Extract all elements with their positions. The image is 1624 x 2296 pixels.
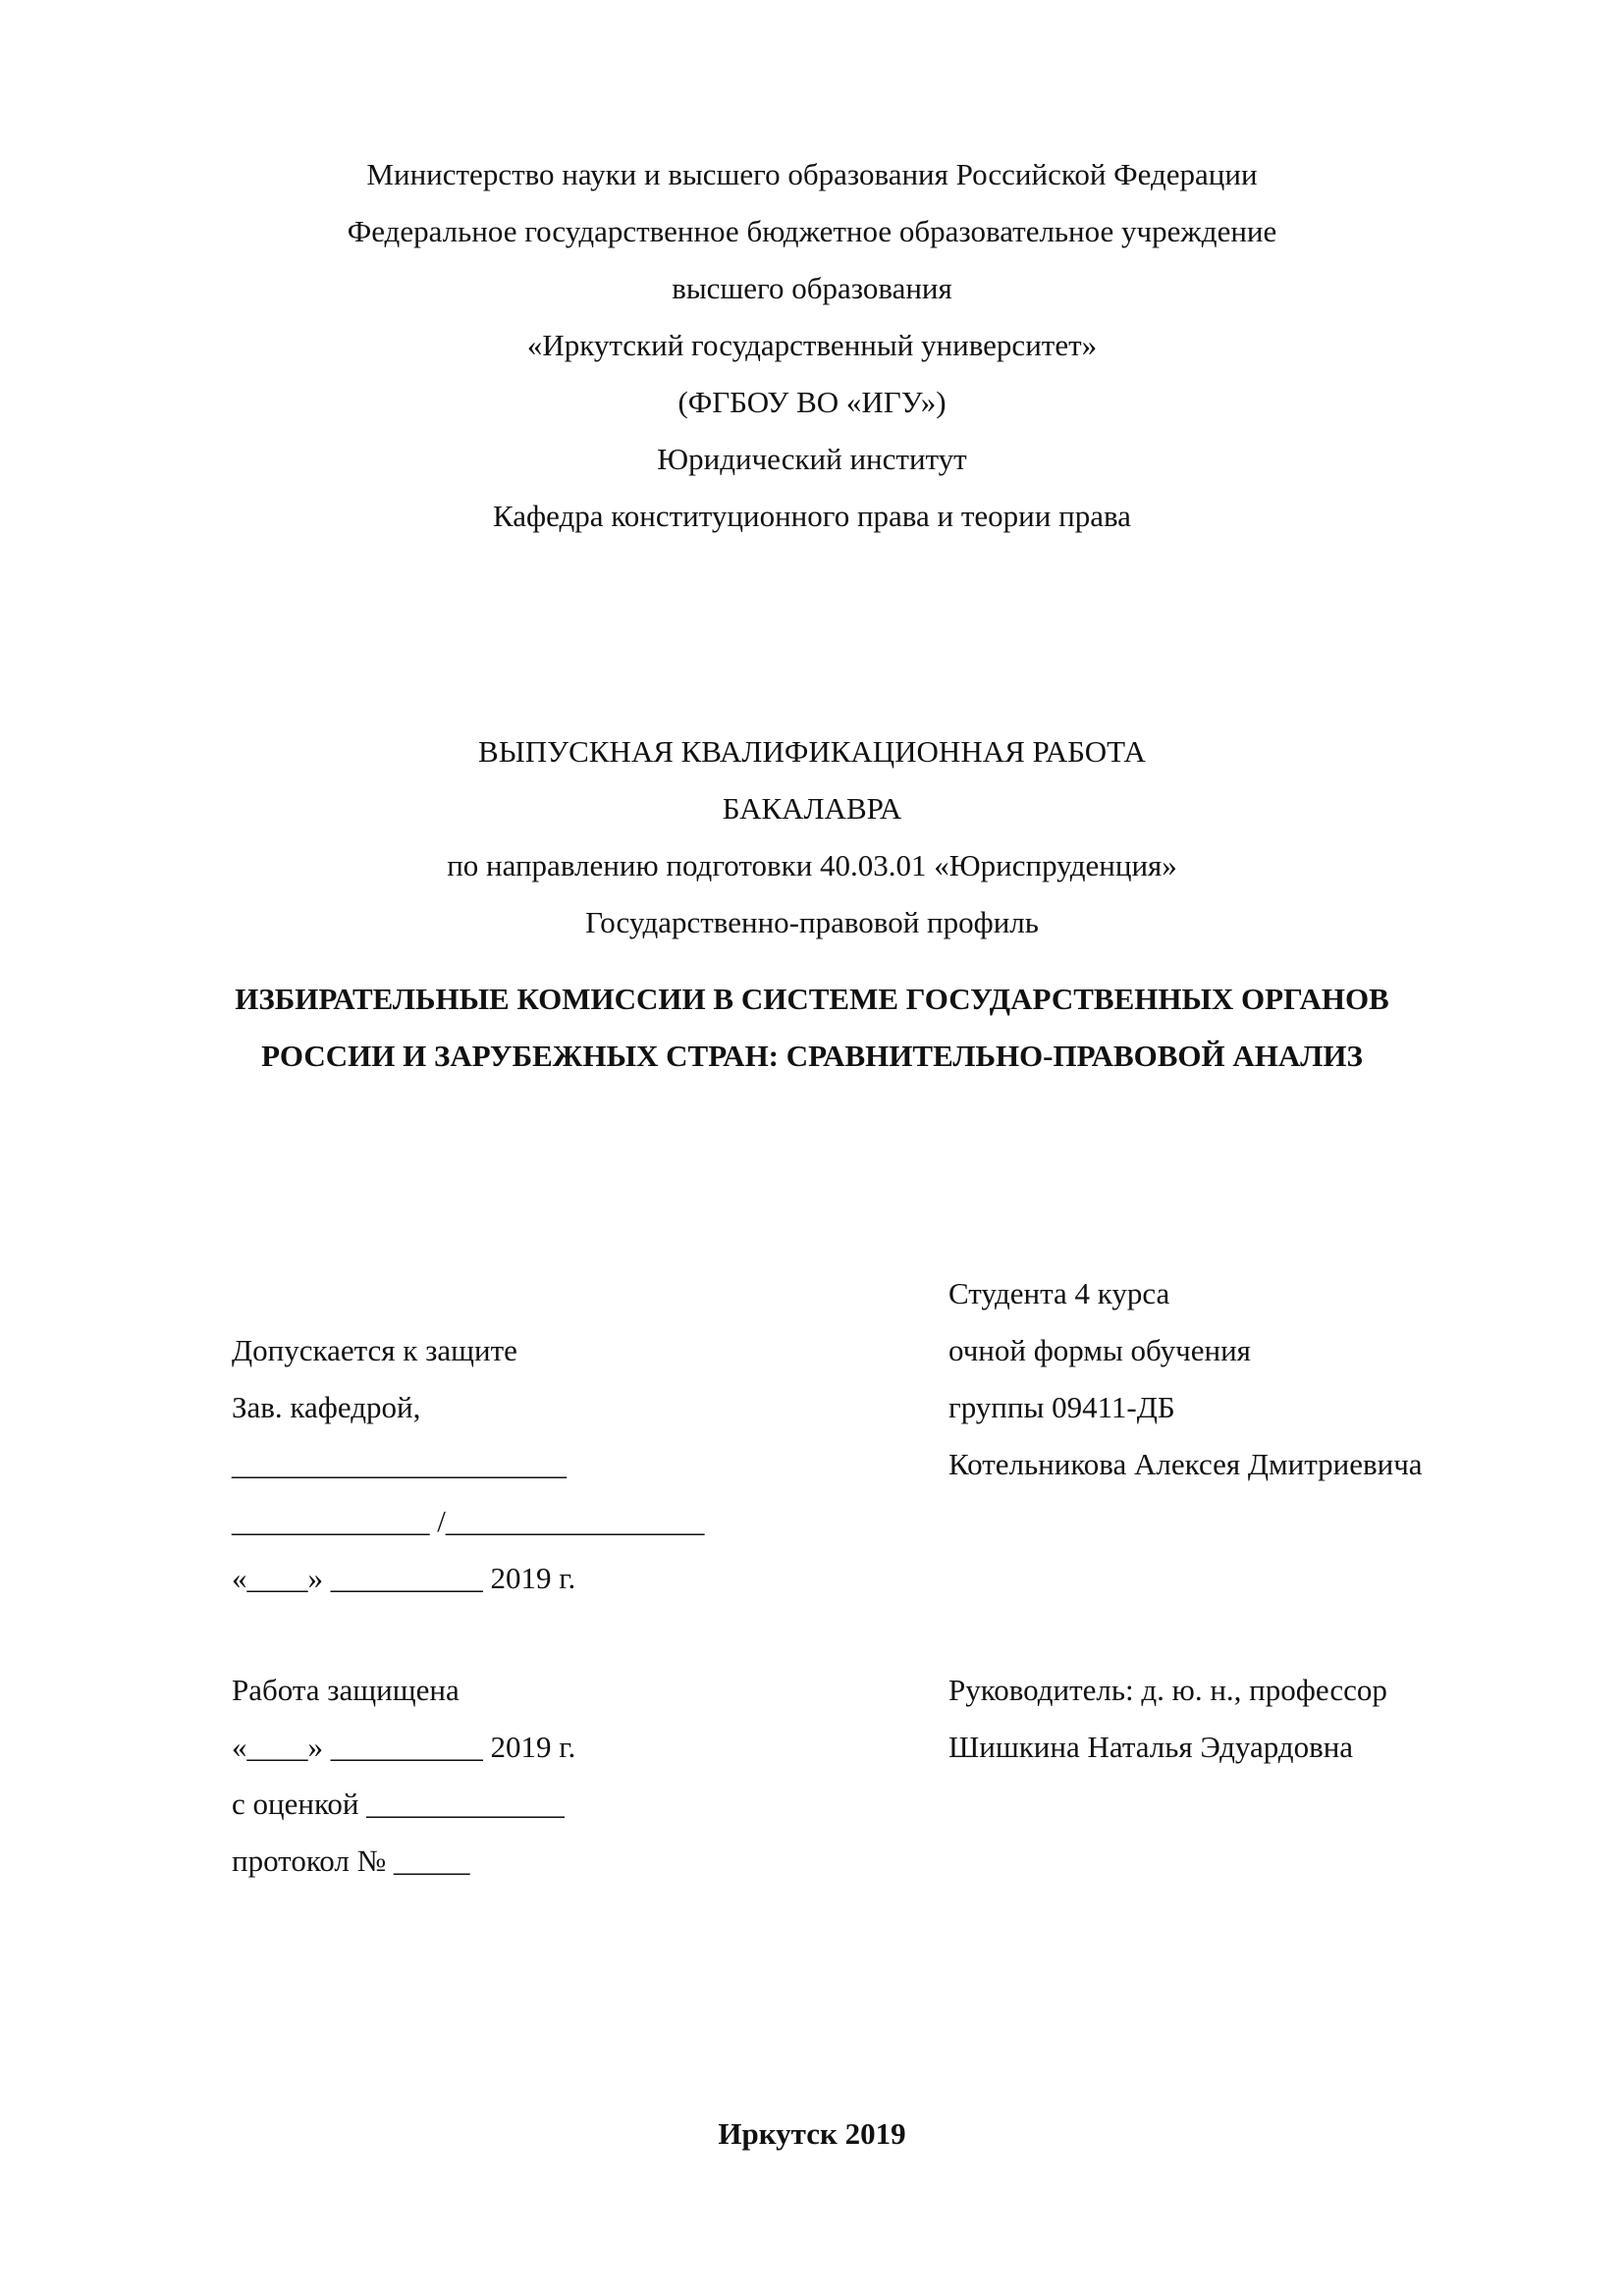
ministry-line: Министерство науки и высшего образования Российской Федерации	[366, 157, 1258, 191]
university-name-line: «Иркутский государственный университет»	[526, 328, 1098, 362]
institution-type-line: Федеральное государственное бюджетное образовательное учреждение	[347, 214, 1277, 248]
institute-line: Юридический институт	[657, 442, 967, 476]
city-year: Иркутск 2019	[718, 2116, 906, 2151]
student-study-form: очной формы обучения	[948, 1333, 1251, 1367]
thesis-title-line-2: РОССИИ И ЗАРУБЕЖНЫХ СТРАН: СРАВНИТЕЛЬНО-ПРАВОВОЙ АНАЛИЗ	[261, 1039, 1363, 1073]
student-course: Студента 4 курса	[948, 1276, 1170, 1310]
admission-label: Допускается к защите	[232, 1333, 517, 1367]
work-type-line-2: БАКАЛАВРА	[722, 791, 902, 826]
work-type-line-1: ВЫПУСКНАЯ КВАЛИФИКАЦИОННАЯ РАБОТА	[478, 734, 1146, 769]
protocol-line: протокол № _____	[232, 1843, 470, 1878]
direction-line: по направлению подготовки 40.03.01 «Юриспруденция»	[447, 848, 1177, 882]
admission-date-line: «____» __________ 2019 г.	[232, 1561, 576, 1595]
education-level-line: высшего образования	[672, 271, 952, 305]
thesis-title-line-1: ИЗБИРАТЕЛЬНЫЕ КОМИССИИ В СИСТЕМЕ ГОСУДАРСТВЕННЫХ ОРГАНОВ	[235, 982, 1389, 1016]
head-of-department-signature-line: ______________________	[232, 1447, 567, 1481]
profile-line: Государственно-правовой профиль	[585, 905, 1039, 939]
grade-line: с оценкой _____________	[232, 1787, 565, 1821]
defense-label: Работа защищена	[232, 1673, 460, 1707]
supervisor-name: Шишкина Наталья Эдуардовна	[948, 1730, 1354, 1764]
student-name: Котельникова Алексея Дмитриевича	[948, 1447, 1423, 1481]
university-abbrev-line: (ФГБОУ ВО «ИГУ»)	[677, 385, 947, 419]
signature-name-line: _____________ /_________________	[232, 1504, 705, 1538]
department-line: Кафедра конституционного права и теории права	[493, 499, 1131, 533]
student-group: группы 09411-ДБ	[948, 1390, 1175, 1424]
supervisor-title: Руководитель: д. ю. н., профессор	[948, 1673, 1387, 1707]
defense-date-line: «____» __________ 2019 г.	[232, 1730, 576, 1764]
head-of-department-label: Зав. кафедрой,	[232, 1390, 421, 1424]
